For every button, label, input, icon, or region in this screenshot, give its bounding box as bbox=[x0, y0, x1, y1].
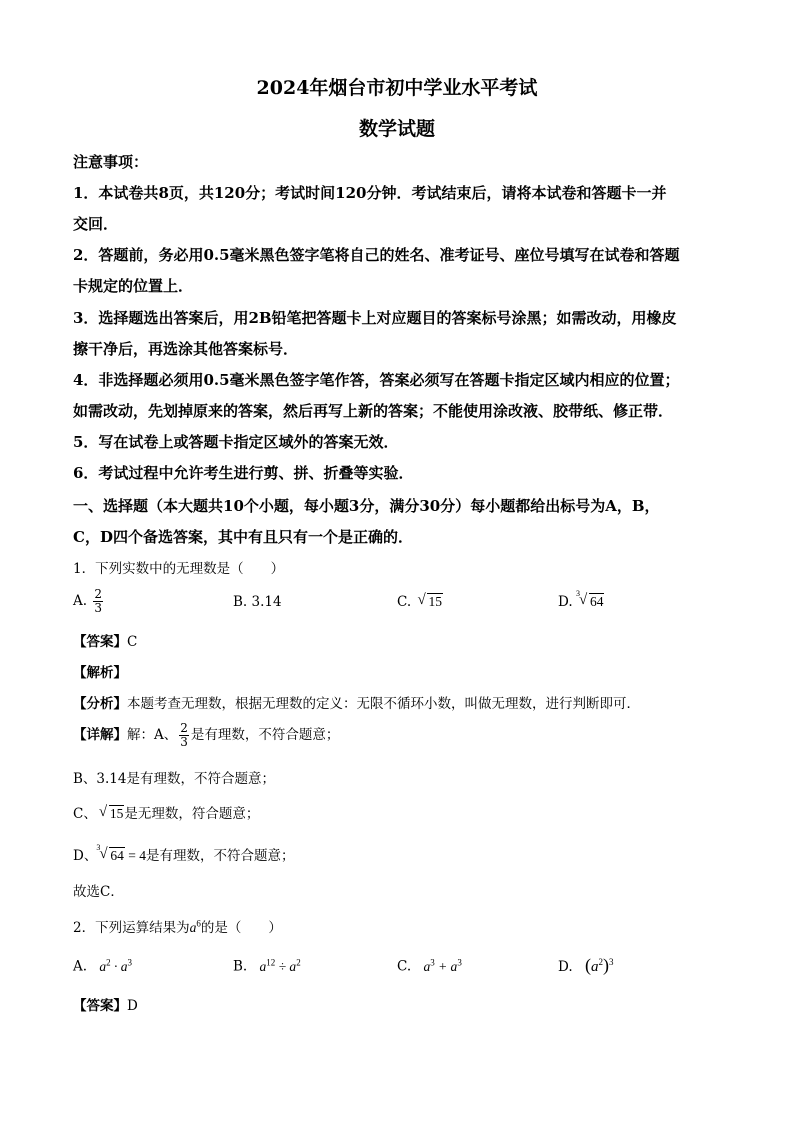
stem-text: 的是（ ） bbox=[200, 920, 282, 936]
root-index: 3 bbox=[96, 843, 101, 852]
denominator: 3 bbox=[94, 601, 102, 615]
root-index: 3 bbox=[575, 589, 580, 598]
option-d bbox=[558, 955, 613, 976]
expression: $(a^2)^3$ bbox=[584, 955, 614, 975]
numerator: 2 bbox=[180, 721, 188, 735]
exponent: 6 bbox=[196, 918, 201, 929]
radicand: 15 bbox=[428, 594, 442, 609]
option-a bbox=[73, 588, 105, 615]
cube-root: 3 √ 64 bbox=[575, 589, 604, 609]
xiangjie-text: 是有理数，不符合题意； bbox=[190, 727, 340, 743]
radicand: 64 bbox=[110, 848, 124, 863]
answer-line bbox=[73, 994, 138, 1014]
radicand: 15 bbox=[109, 806, 124, 821]
fenxi-tag: 【分析】 bbox=[73, 696, 127, 712]
section-heading: C，D四个备选答案，其中有且只有一个是正确的． bbox=[73, 528, 413, 546]
answer-value: C bbox=[127, 634, 138, 650]
cube-root: 3 √ 64 bbox=[96, 843, 124, 863]
note-line: 3．选择题选出答案后，用2B铅笔把答题卡上对应题目的答案标号涂黑；如需改动，用橡皮 bbox=[73, 309, 677, 327]
conclusion-line: 故选C． bbox=[73, 884, 124, 900]
option-label: C. bbox=[397, 958, 412, 975]
option-b: B. 3.14 bbox=[233, 594, 282, 610]
equation-text: = 4 bbox=[124, 848, 146, 863]
analysis-label: 【解析】 bbox=[73, 665, 127, 681]
option-a bbox=[73, 957, 132, 975]
answer-line bbox=[73, 630, 137, 650]
xiangjie-tag: 【详解】 bbox=[73, 727, 127, 743]
detail-line-b: B、3.14是有理数，不符合题意； bbox=[73, 771, 275, 787]
detail-text: 是有理数，不符合题意； bbox=[145, 848, 295, 864]
note-line: 6．考试过程中允许考生进行剪、拼、折叠等实验． bbox=[73, 464, 414, 482]
answer-tag: 【答案】 bbox=[73, 998, 127, 1014]
answer-value: D bbox=[127, 998, 138, 1014]
xiangjie-text: 解：A、 bbox=[127, 727, 178, 743]
fenxi-text: 本题考查无理数，根据无理数的定义：无限不循环小数，叫做无理数，进行判断即可． bbox=[127, 696, 640, 712]
section-heading: 一、选择题（本大题共10个小题，每小题3分，满分30分）每小题都给出标号为A，B， bbox=[73, 497, 660, 515]
numerator: 2 bbox=[94, 587, 102, 601]
option-d bbox=[558, 589, 604, 610]
denominator: 3 bbox=[180, 735, 188, 749]
note-line: 卡规定的位置上． bbox=[73, 277, 194, 295]
option-label: C. bbox=[397, 594, 412, 610]
fraction bbox=[179, 722, 189, 749]
detail-text: D、 bbox=[73, 848, 98, 864]
option-label: D. bbox=[558, 959, 573, 975]
detail-line-d bbox=[73, 844, 294, 864]
radicand: 64 bbox=[589, 594, 604, 609]
analysis-tag bbox=[73, 661, 127, 681]
stem-text: 2．下列运算结果为 bbox=[73, 920, 190, 936]
page-subtitle: 数学试题 bbox=[358, 118, 435, 140]
fenxi-line bbox=[73, 692, 640, 712]
option-c bbox=[397, 957, 462, 975]
option-label: B. bbox=[233, 958, 248, 975]
option-label: A. bbox=[73, 958, 88, 975]
variable: a bbox=[189, 920, 197, 935]
note-line: 1．本试卷共8页，共120分；考试时间120分钟．考试结束后，请将本试卷和答题卡一并 bbox=[73, 184, 667, 202]
detail-line-c bbox=[73, 802, 259, 822]
note-line: 2．答题前，务必用0.5毫米黑色签字笔将自己的姓名、准考证号、座位号填写在试卷和答题 bbox=[73, 246, 680, 264]
notes-header: 注意事项： bbox=[73, 153, 149, 171]
answer-tag: 【答案】 bbox=[73, 634, 127, 650]
note-line: 如需改动，先划掉原来的答案，然后再写上新的答案；不能使用涂改液、胶带纸、修正带． bbox=[73, 402, 674, 420]
note-line: 擦干净后，再选涂其他答案标号． bbox=[73, 340, 299, 358]
option-b bbox=[233, 957, 301, 975]
page-title: 2024年烟台市初中学业水平考试 bbox=[256, 77, 538, 99]
expression: $a^{12} \div a^2$ bbox=[259, 957, 301, 974]
detail-text: 是无理数，符合题意； bbox=[124, 806, 260, 822]
square-root: √ 15 bbox=[98, 804, 124, 821]
expression: $a^2 \cdot a^3$ bbox=[99, 957, 132, 974]
option-label: D. bbox=[558, 594, 573, 610]
note-line: 5．写在试卷上或答题卡指定区域外的答案无效． bbox=[73, 433, 399, 451]
xiangjie-line bbox=[73, 722, 339, 749]
detail-text: C、 bbox=[73, 806, 97, 822]
expression: $a^3 + a^3$ bbox=[423, 957, 462, 974]
note-line: 4．非选择题必须用0.5毫米黑色签字笔作答，答案必须写在答题卡指定区域内相应的位置； bbox=[73, 371, 680, 389]
note-line: 交回． bbox=[73, 215, 119, 233]
option-label: A. bbox=[73, 593, 88, 609]
fraction bbox=[93, 588, 103, 615]
option-c bbox=[397, 594, 443, 610]
question-stem bbox=[73, 916, 282, 936]
square-root: √ 15 bbox=[417, 592, 442, 609]
question-stem: 1．下列实数中的无理数是（ ） bbox=[73, 561, 285, 577]
